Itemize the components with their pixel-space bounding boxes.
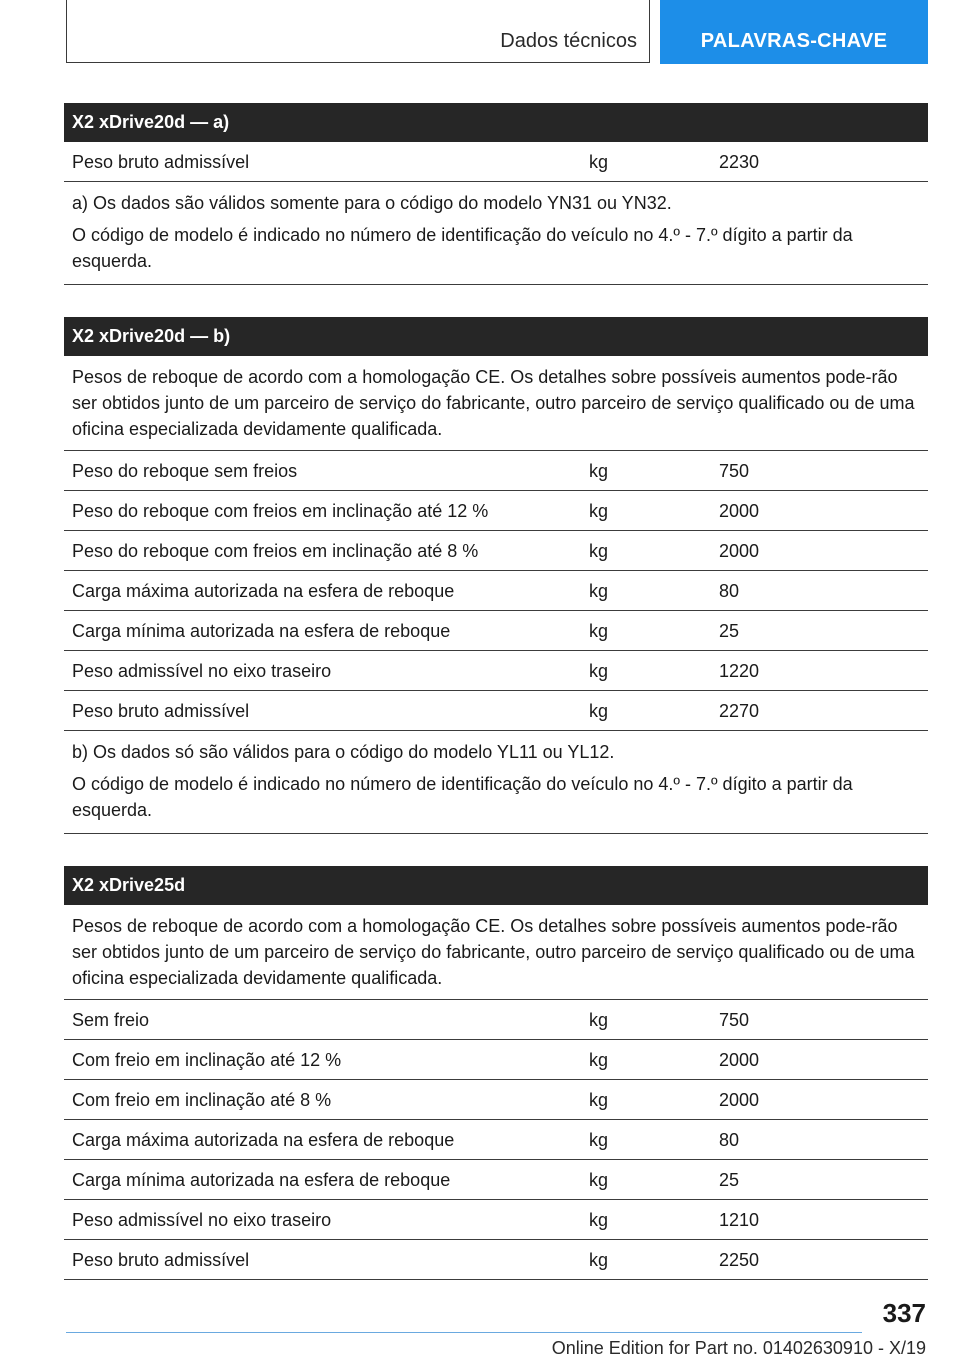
table-row <box>64 1240 928 1280</box>
row-unit: kg <box>589 1130 609 1150</box>
row-label: Carga mínima autorizada na esfera de reboque <box>72 621 451 641</box>
row-value: 2230 <box>719 152 760 172</box>
row-label: Sem freio <box>72 1010 150 1030</box>
table-row <box>64 1160 928 1200</box>
row-unit: kg <box>589 661 609 681</box>
tab-keywords-label: PALAVRAS-CHAVE <box>700 30 888 52</box>
row-unit: kg <box>589 621 609 641</box>
row-value: 1220 <box>719 661 760 681</box>
row-label: Peso do reboque com freios em inclinação até 8 % <box>72 541 479 561</box>
row-value: 25 <box>719 621 740 641</box>
row-label: Com freio em inclinação até 8 % <box>72 1090 332 1110</box>
tab-keywords[interactable] <box>660 0 928 64</box>
tab-section-dados-tecnicos[interactable] <box>66 0 650 63</box>
row-label: Peso do reboque com freios em inclinação até 12 % <box>72 501 489 521</box>
row-label: Peso bruto admissível <box>72 152 250 172</box>
table-row <box>64 651 928 691</box>
footnote-line: b) Os dados só são válidos para o código do modelo YL11 ou YL12. <box>72 742 615 762</box>
row-value: 2270 <box>719 701 760 721</box>
row-value: 750 <box>719 461 750 481</box>
footnote <box>64 731 928 834</box>
row-unit: kg <box>589 1210 609 1230</box>
footnote-line: a) Os dados são válidos somente para o código do modelo YN31 ou YN32. <box>72 193 672 213</box>
row-unit: kg <box>589 1090 609 1110</box>
footnote-line: O código de modelo é indicado no número de identificação do veículo no 4.º - 7.º dígito a partir da esquerda. <box>72 774 853 820</box>
row-value: 750 <box>719 1010 750 1030</box>
section-title: X2 xDrive25d <box>64 866 928 905</box>
row-label: Peso bruto admissível <box>72 1250 250 1270</box>
table-row <box>64 1200 928 1240</box>
row-unit: kg <box>589 1250 609 1270</box>
row-value: 2000 <box>719 1090 760 1110</box>
table-row <box>64 1000 928 1040</box>
row-label: Peso admissível no eixo traseiro <box>72 1210 332 1230</box>
spec-section <box>64 103 928 285</box>
row-unit: kg <box>589 541 609 561</box>
footer-edition: Online Edition for Part no. 01402630910 - X/19 <box>551 1338 926 1358</box>
section-title: X2 xDrive20d — a) <box>64 103 928 142</box>
footer-divider <box>66 1332 862 1333</box>
row-value: 25 <box>719 1170 740 1190</box>
table-row <box>64 611 928 651</box>
page-number: 337 <box>882 1298 926 1328</box>
row-unit: kg <box>589 701 609 721</box>
row-value: 80 <box>719 1130 740 1150</box>
row-label: Peso bruto admissível <box>72 701 250 721</box>
tab-section-label: Dados técnicos <box>500 30 637 52</box>
row-value: 2000 <box>719 501 760 521</box>
row-unit: kg <box>589 501 609 521</box>
spec-section <box>64 866 928 1280</box>
footnote-line: O código de modelo é indicado no número de identificação do veículo no 4.º - 7.º dígito a partir da esquerda. <box>72 225 853 271</box>
row-label: Carga mínima autorizada na esfera de reboque <box>72 1170 451 1190</box>
row-unit: kg <box>589 1010 609 1030</box>
row-unit: kg <box>589 1050 609 1070</box>
table-row <box>64 142 928 182</box>
table-row <box>64 1120 928 1160</box>
section-description: Pesos de reboque de acordo com a homologação CE. Os detalhes sobre possíveis aumentos pode-rão ser obtidos junto de um parceiro de serviço do fabricante, outro parceiro de serviço qualificado ou de uma oficina especializada devidamente qualificada. <box>64 356 928 451</box>
row-unit: kg <box>589 152 609 172</box>
row-value: 2000 <box>719 1050 760 1070</box>
row-value: 2000 <box>719 541 760 561</box>
spec-section <box>64 317 928 834</box>
table-row <box>64 1080 928 1120</box>
footnote <box>64 182 928 285</box>
row-label: Peso do reboque sem freios <box>72 461 298 481</box>
section-title: X2 xDrive20d — b) <box>64 317 928 356</box>
row-label: Carga máxima autorizada na esfera de reboque <box>72 1130 455 1150</box>
row-label: Com freio em inclinação até 12 % <box>72 1050 342 1070</box>
table-row <box>64 451 928 491</box>
row-value: 2250 <box>719 1250 760 1270</box>
table-row <box>64 1040 928 1080</box>
table-row <box>64 491 928 531</box>
table-row <box>64 531 928 571</box>
header-tabs <box>66 0 928 64</box>
table-row <box>64 691 928 731</box>
row-unit: kg <box>589 1170 609 1190</box>
row-label: Carga máxima autorizada na esfera de reboque <box>72 581 455 601</box>
row-value: 80 <box>719 581 740 601</box>
row-unit: kg <box>589 461 609 481</box>
row-unit: kg <box>589 581 609 601</box>
row-value: 1210 <box>719 1210 760 1230</box>
spec-content <box>64 103 928 1312</box>
table-row <box>64 571 928 611</box>
section-description: Pesos de reboque de acordo com a homologação CE. Os detalhes sobre possíveis aumentos pode-rão ser obtidos junto de um parceiro de serviço do fabricante, outro parceiro de serviço qualificado ou de uma oficina especializada devidamente qualificada. <box>64 905 928 1000</box>
row-label: Peso admissível no eixo traseiro <box>72 661 332 681</box>
